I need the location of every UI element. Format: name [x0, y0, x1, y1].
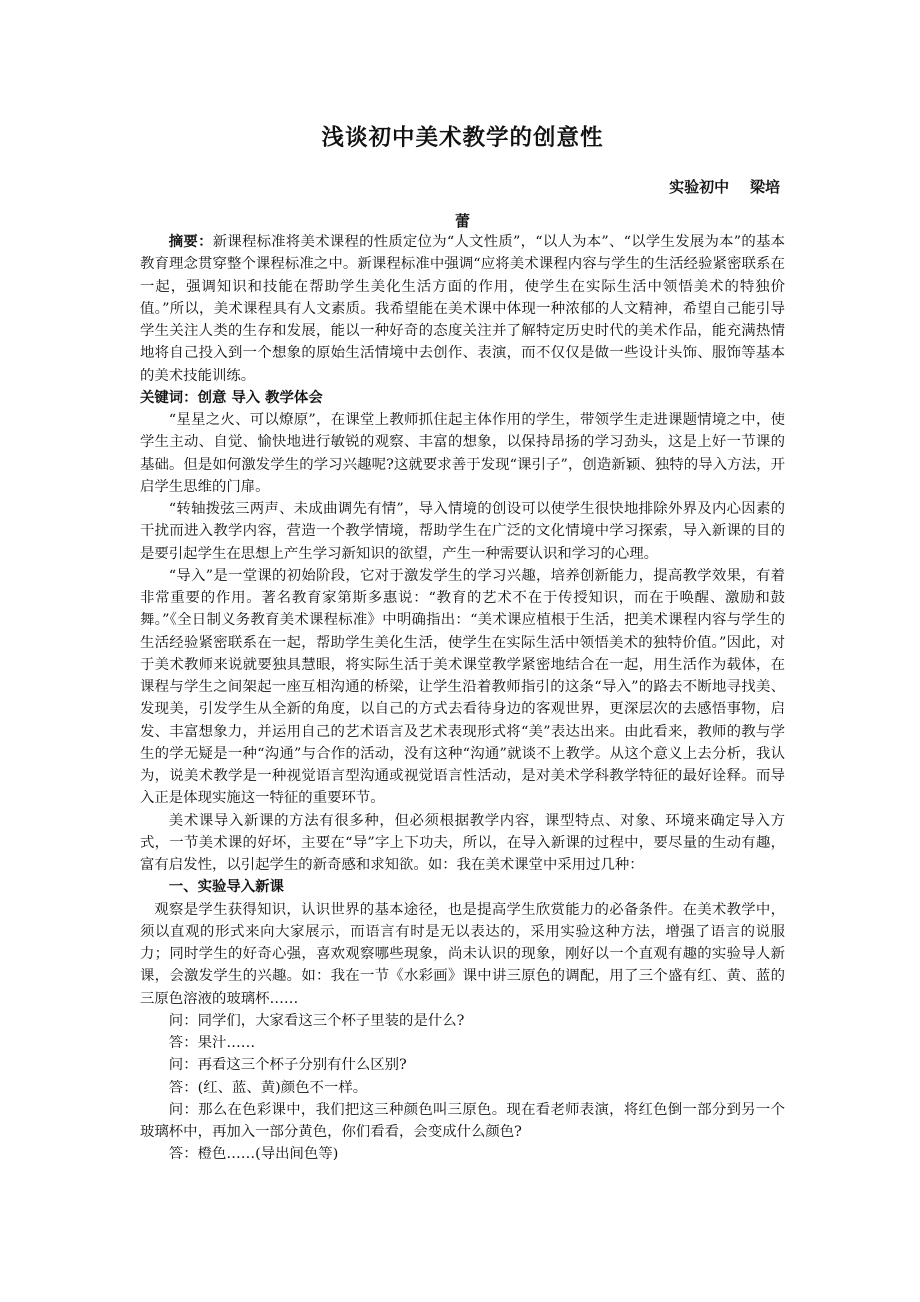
section-heading: 一、实验导入新课: [168, 879, 284, 896]
author-line: 实验初中 梁培: [669, 178, 780, 196]
body-paragraph: “转轴拨弦三两声、未成曲调先有情”，导入情境的创设可以使学生很快地排除外界及内心因素的干扰而进入教学内容，营造一个教学情境，帮助学生在广泛的文化情境中学习探索，导入新课的目的是要引起学生在思想上产生学习新知识的欲望，产生一种需要认识和学习的心理。: [140, 501, 785, 562]
body-paragraph: “导入”是一堂课的初始阶段，它对于激发学生的学习兴趣，培养创新能力，提高教学效果，有着非常重要的作用。著名教育家第斯多惠说：“教育的艺术不在于传授知识，而在于唤醒、激励和鼓舞。”《全日制义务教育美术课程标准》中明确指出：“美术课应植根于生活，把美术课程内容与学生的生活经验紧密联系在一起，帮助学生美化生活，使学生在实际生活中领悟美术的独特价值。”因此，对于美术教师来说就要独具慧眼，将实际生活于美术课堂教学紧密地结合在一起，用生活作为载体，在课程与学生之间架起一座互相沟通的桥梁，让学生沿着教师指引的这条“导入”的路去不断地寻找美、发现美，引发学生从全新的角度，以自己的方式去看待身边的客观世界，更深层次的去感悟事物，启发、丰富想象力，并运用自己的艺术语言及艺术表现形式将“美”表达出来。由此看来，教师的教与学生的学无疑是一种“沟通”与合作的活动，没有这种“沟通”就谈不上教学。从这个意义上去分析，我认为，说美术教学是一种视觉语言型沟通或视觉语言性活动，是对美术学科教学特征的最好诠释。而导入正是体现实施这一特征的重要环节。: [140, 567, 785, 807]
abstract-paragraph: [140, 231, 785, 387]
dialogue-line: 问：那么在色彩课中，我们把这三种颜色叫三原色。现在看老师表演，将红色倒一部分到另一个玻璃杯中，再加入一部分黄色，你们看看，会变成什么颜色?: [140, 1101, 785, 1140]
dialogue-line: 问：同学们，大家看这三个杯子里装的是什么?: [168, 1012, 465, 1029]
abstract-label: 摘要：: [168, 234, 213, 250]
dialogue-line: 答：橙色……(导出间色等): [168, 1146, 339, 1163]
dialogue-line: 答：(红、蓝、黄)颜色不一样。: [168, 1079, 368, 1096]
abstract-text: 新课程标准将美术课程的性质定位为“人文性质”，“以人为本”、“以学生发展为本”的基本教育理念贯穿整个课程标准之中。新课程标准中强调“应将美术课程内容与学生的生活经验紧密联系在一起，强调知识和技能在帮助学生美化生活方面的作用，使学生在实际生活中领悟美术的特独价值。”所以，美术课程具有人文素质。我希望能在美术课中体现一种浓郁的人文精神，希望自己能引导学生关注人类的生存和发展，能以一种好奇的态度关注并了解特定历史时代的美术作品，能充满热情地将自己投入到一个想象的原始生活情境中去创作、表演，而不仅仅是做一些设计头饰、服饰等基本的美术技能训练。: [140, 234, 785, 384]
body-paragraph: 美术课导入新课的方法有很多种，但必须根据教学内容，课型特点、对象、环境来确定导入方式，一节美术课的好坏，主要在“导”字上下功夫，所以，在导入新课的过程中，要尽量的生动有趣，富有启发性，以引起学生的新奇感和求知欲。如：我在美术课堂中采用过几种：: [140, 812, 785, 873]
document-title: 浅谈初中美术教学的创意性: [321, 125, 604, 151]
author-line-continued: 蕾: [454, 212, 470, 230]
section-paragraph: 观察是学生获得知识，认识世界的基本途径，也是提高学生欣赏能力的必备条件。在美术教学中，须以直观的形式来向大家展示，而语言有时是无以表达的，采用实验这种方法，增强了语言的说服力；同时学生的好奇心强，喜欢观察哪些現象，尚未认识的现象，刚好以一个直观有趣的实验导人新课，会激发学生的兴趣。如：我在一节《水彩画》课中讲三原色的调配，用了三个盛有红、黄、蓝的三原色溶液的玻璃杯……: [140, 901, 785, 1007]
keywords: 关键词：创意 导入 教学体会: [140, 389, 323, 406]
body-paragraph: “星星之火、可以燎原”，在课堂上教师抓住起主体作用的学生，带领学生走进课题情境之中，使学生主动、自觉、愉快地进行敏锐的观察、丰富的想象，以保持昂扬的学习劲头，这是上好一节课的基础。但是如何激发学生的学习兴趣呢?这就要求善于发现“课引子”，创造新颖、独特的导入方法，开启学生思维的门扉。: [140, 412, 785, 495]
document-body: [140, 231, 785, 1166]
dialogue-line: 答：果汁……: [168, 1035, 256, 1051]
dialogue-line: 问：再看这三个杯子分别有什么区别?: [168, 1057, 407, 1074]
